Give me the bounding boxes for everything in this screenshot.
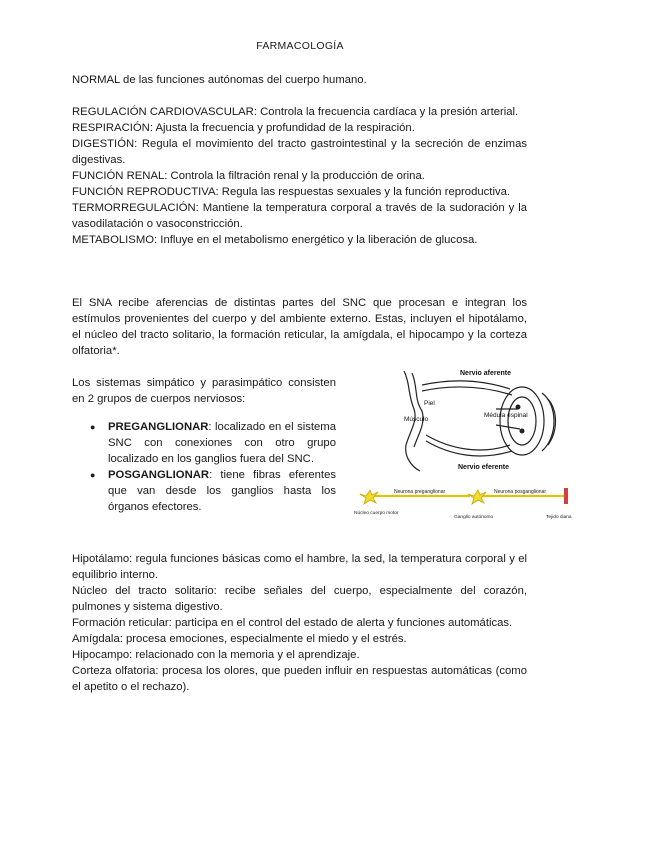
sna-paragraph-block [72,295,527,359]
function-label: REGULACIÓN CARDIOVASCULAR: [72,106,257,118]
structures-list [72,551,527,695]
structure-item [72,551,527,583]
structure-text: participa en el control del estado de alerta y funciones automáticas. [171,617,513,629]
label-musculo: Músculo [404,416,429,423]
function-text: Ajusta la frecuencia y profundidad de la respiración. [152,122,415,134]
ganglion-text: : tiene fibras eferentes que van desde los ganglios hasta los órganos efectores. [108,469,336,513]
function-item [72,168,527,184]
structure-label: Amígdala: [72,633,123,645]
label-medula-espinal: Médula espinal [484,412,528,419]
label-piel: Piel [424,400,435,407]
label-tejido-diana: Tejido diana [546,515,572,520]
page-title: FARMACOLOGÍA [256,40,344,52]
structure-text: relacionado con la memoria y el aprendizaje. [132,649,360,661]
function-label: RESPIRACIÓN: [72,122,153,134]
function-item [72,136,527,168]
label-nervio-eferente: Nervio eferente [458,464,509,471]
function-text: Regula el movimiento del tracto gastrointestinal y la secreción de enzimas digestivas. [72,138,527,166]
systems-paragraph: Los sistemas simpático y parasimpático consisten en 2 grupos de cuerpos nerviosos: [72,377,336,405]
label-ganglio-autonomo: Ganglio autónomo [454,515,494,520]
function-item [72,104,527,120]
structure-text: regula funciones básicas como el hambre, la sed, la temperatura corporal y el equilibrio interno. [72,553,527,581]
functions-list [72,104,527,248]
list-item [108,467,336,515]
ganglion-text: : localizado en el sistema SNC con conexiones con otro grupo localizado en los ganglios fuera del SNC. [108,421,336,465]
function-item [72,120,527,136]
intro-text: NORMAL de las funciones autónomas del cuerpo humano. [72,74,367,86]
ganglion-section [72,375,336,515]
sna-paragraph: El SNA recibe aferencias de distintas partes del SNC que procesan e integran los estímulos provenientes del cuerpo y del ambiente externo. Estas, incluyen el hipotálamo, el núcleo del tracto solitario, la formación reticular, la amígdala, el hipocampo y la corteza olfatoria*. [72,297,527,357]
label-neurona-posganglionar: Neurona posganglionar [494,489,546,495]
label-neurona-preganglionar: Neurona preganglionar [394,489,446,495]
structure-item [72,615,527,631]
ganglion-list [72,419,336,515]
function-item [72,200,527,232]
reflex-arc-figure [400,365,558,473]
structure-item [72,583,527,615]
intro-paragraph [72,72,527,88]
ganglionic-neuron-figure [350,482,578,532]
ganglion-term: PREGANGLIONAR [108,421,209,433]
label-nucleo-origen: Núcleo cuerpo motor [354,511,399,516]
structure-label: Hipocampo: [72,649,133,661]
ganglion-term: POSGANGLIONAR [108,469,210,481]
structure-text: procesa los olores, que pueden influir en respuestas automáticas (como el apetito o el rechazo). [72,665,527,693]
target-tissue-mark [564,488,568,504]
label-nervio-aferente: Nervio aferente [460,370,511,377]
structure-item [72,663,527,695]
structure-text: recibe señales del cuerpo, especialmente del corazón, pulmones y sistema digestivo. [72,585,527,613]
structure-label: Formación reticular: [72,617,172,629]
function-text: Influye en el metabolismo energético y la liberación de glucosa. [157,234,478,246]
function-label: DIGESTIÓN: [72,138,138,150]
list-item [108,419,336,467]
function-text: Controla la frecuencia cardíaca y la presión arterial. [256,106,519,118]
structure-label: Hipotálamo: [72,553,133,565]
function-label: METABOLISMO: [72,234,158,246]
structure-label: Núcleo del tracto solitario: [72,585,217,597]
structure-label: Corteza olfatoria: [72,665,159,677]
structure-text: procesa emociones, especialmente el miedo y el estrés. [122,633,407,645]
function-text: Regula las respuestas sexuales y la función reproductiva. [218,186,511,198]
function-label: TERMORREGULACIÓN: [72,202,199,214]
function-text: Mantiene la temperatura corporal a través de la sudoración y la vasodilatación o vasoconstricción. [72,202,527,230]
function-text: Controla la filtración renal y la producción de orina. [167,170,425,182]
function-label: FUNCIÓN RENAL: [72,170,168,182]
function-label: FUNCIÓN REPRODUCTIVA: [72,186,219,198]
structure-item [72,631,527,647]
structure-item [72,647,527,663]
function-item [72,184,527,200]
function-item [72,232,527,248]
